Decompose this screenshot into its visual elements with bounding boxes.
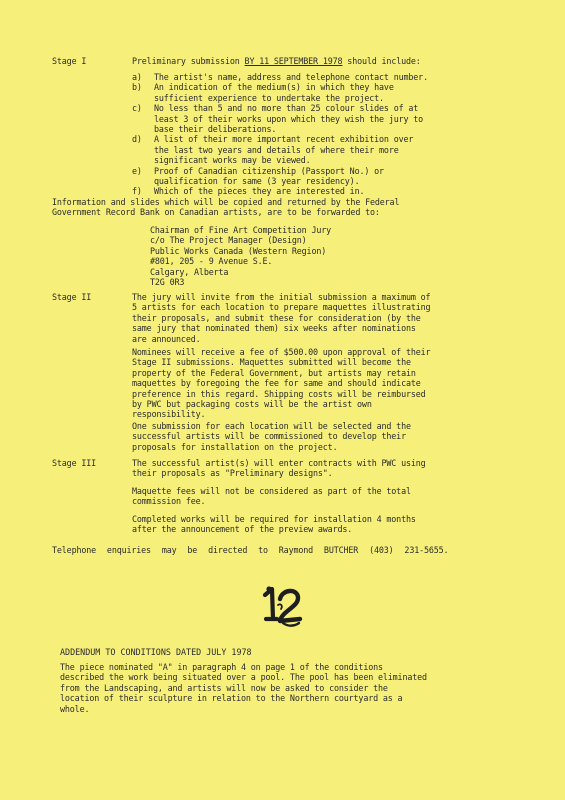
- list-item: [132, 166, 432, 187]
- stage-3-paragraph: Maquette fees will not be considered as part of the total commission fee.: [132, 486, 411, 507]
- list-item-text: The artist's name, address and telephone contact number.: [154, 72, 428, 82]
- list-item-letter: b): [132, 82, 142, 93]
- list-item-letter: d): [132, 134, 142, 145]
- list-item: [132, 134, 432, 165]
- list-item-text: Proof of Canadian citizenship (Passport No.) or qualification for same (3 year residency).: [154, 165, 384, 187]
- address-line: T2G 0R3: [150, 276, 185, 287]
- stage-1-intro-prefix: Preliminary submission: [132, 56, 240, 66]
- stage-3-label: Stage III: [52, 458, 97, 468]
- info-paragraph: Information and slides which will be copied and returned by the Federal Government Record Bank on Canadian artists, are to be forwarded to:: [52, 197, 400, 218]
- stage-2-paragraph: The jury will invite from the initial submission a maximum of 5 artists for each location to prepare maquettes illustrating their proposals, and submit these for consideration (by the same jury that nominated them) six weeks after nominations are announced.: [132, 292, 431, 344]
- list-item-text: No less than 5 and no more than 25 colour slides of at least 3 of their works upon which they wish the jury to base their deliberations.: [154, 103, 424, 135]
- list-item: [132, 72, 432, 82]
- stage-3-paragraph: Completed works will be required for installation 4 months after the announcement of the preview awards.: [132, 514, 416, 535]
- list-item-letter: f): [132, 186, 142, 197]
- stage-1-label: Stage I: [52, 56, 87, 66]
- list-item-letter: e): [132, 165, 142, 176]
- list-item-text: Which of the pieces they are interested in.: [154, 186, 365, 197]
- stage-1-deadline: BY 11 SEPTEMBER 1978: [244, 56, 343, 66]
- addendum-text: The piece nominated "A" in paragraph 4 on page 1 of the conditions described the work being situated over a pool. The pool has been eliminated from the Landscaping, and artists will now be asked to consider the location of their sculpture in relation to the Northern courtyard as a whole.: [60, 662, 427, 714]
- list-item: [132, 82, 432, 103]
- stage-1-intro: [132, 56, 421, 66]
- address-line: c/o The Project Manager (Design): [150, 235, 307, 246]
- telephone-enquiries: Telephone enquiries may be directed to Raymond BUTCHER (403) 231-5655.: [52, 545, 449, 555]
- addendum-title: ADDENDUM TO CONDITIONS DATED JULY 1978: [60, 647, 252, 657]
- address-line: Public Works Canada (Western Region): [150, 245, 327, 256]
- list-item-text: A list of their more important recent exhibition over the last two years and details of where their more significant works may be viewed.: [154, 134, 414, 166]
- list-item: [132, 103, 432, 134]
- stage-3-paragraph: The successful artist(s) will enter contracts with PWC using their proposals as "Preliminary designs".: [132, 458, 426, 479]
- list-item-text: An indication of the medium(s) in which they have sufficient experience to undertake the project.: [154, 82, 394, 103]
- mailing-address: [150, 225, 430, 287]
- stage-1-intro-suffix: should include:: [347, 56, 421, 66]
- list-item: [132, 186, 432, 196]
- list-item-letter: c): [132, 103, 142, 114]
- stage-2-paragraph: One submission for each location will be selected and the successful artists will be commissioned to develop their proposals for installation on the project.: [132, 421, 411, 452]
- address-line: Calgary, Alberta: [150, 266, 229, 277]
- address-line: Chairman of Fine Art Competition Jury: [150, 225, 332, 235]
- stage-2-paragraph: Nominees will receive a fee of $500.00 upon approval of their Stage II submissions. Maquettes submitted will become the property of the Federal Government, but artists may retain maquettes by foregoing the fee for same and should indicate preference in this regard. Shipping costs will be reimbursed by PWC but packaging costs will be the artist own responsibility.: [132, 347, 431, 420]
- handwritten-12-logo-icon: [262, 585, 304, 629]
- stage-1-requirements-list: [132, 72, 432, 197]
- stage-2-label: Stage II: [52, 292, 92, 302]
- address-line: #801, 205 - 9 Avenue S.E.: [150, 256, 273, 267]
- list-item-letter: a): [132, 72, 142, 82]
